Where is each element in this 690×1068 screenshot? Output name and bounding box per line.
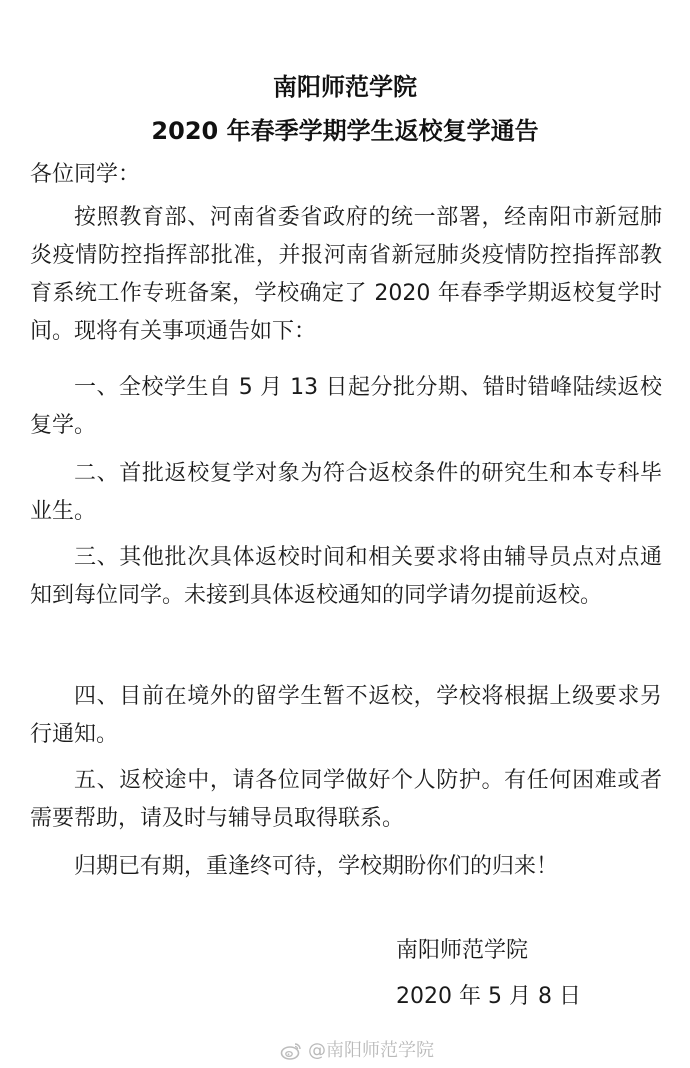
paragraph-item-2: 二、首批返校复学对象为符合返校条件的研究生和本专科毕业生。 (30, 461, 662, 524)
weibo-icon (280, 1040, 302, 1062)
paragraph-item-3: 三、其他批次具体返校时间和相关要求将由辅导员点对点通知到每位同学。未接到具体返校通知的同学请勿提前返校。 (30, 545, 662, 608)
signature-org: 南阳师范学院 (396, 938, 529, 963)
watermark-text: @南阳师范学院 (308, 1040, 434, 1061)
signature-date: 2020 年 5 月 8 日 (396, 984, 581, 1009)
school-name-heading: 南阳师范学院 (273, 73, 417, 101)
paragraph-item-5: 五、返校途中，请各位同学做好个人防护。有任何困难或者需要帮助，请及时与辅导员取得联系。 (30, 768, 662, 831)
salutation: 各位同学： (30, 162, 141, 187)
weibo-watermark (280, 1040, 434, 1062)
paragraph-item-4: 四、目前在境外的留学生暂不返校，学校将根据上级要求另行通知。 (30, 684, 662, 747)
paragraph-intro: 按照教育部、河南省委省政府的统一部署，经南阳市新冠肺炎疫情防控指挥部批准，并报河南省新冠肺炎疫情防控指挥部教育系统工作专班备案，学校确定了 2020 年春季学期返校复学时间。现将有关事项通告如下： (30, 205, 662, 344)
notice-title: 2020 年春季学期学生返校复学通告 (151, 117, 539, 145)
paragraph-item-1: 一、全校学生自 5 月 13 日起分批分期、错时错峰陆续返校复学。 (30, 375, 662, 438)
paragraph-closing: 归期已有期，重逢终可待，学校期盼你们的归来！ (74, 854, 559, 879)
